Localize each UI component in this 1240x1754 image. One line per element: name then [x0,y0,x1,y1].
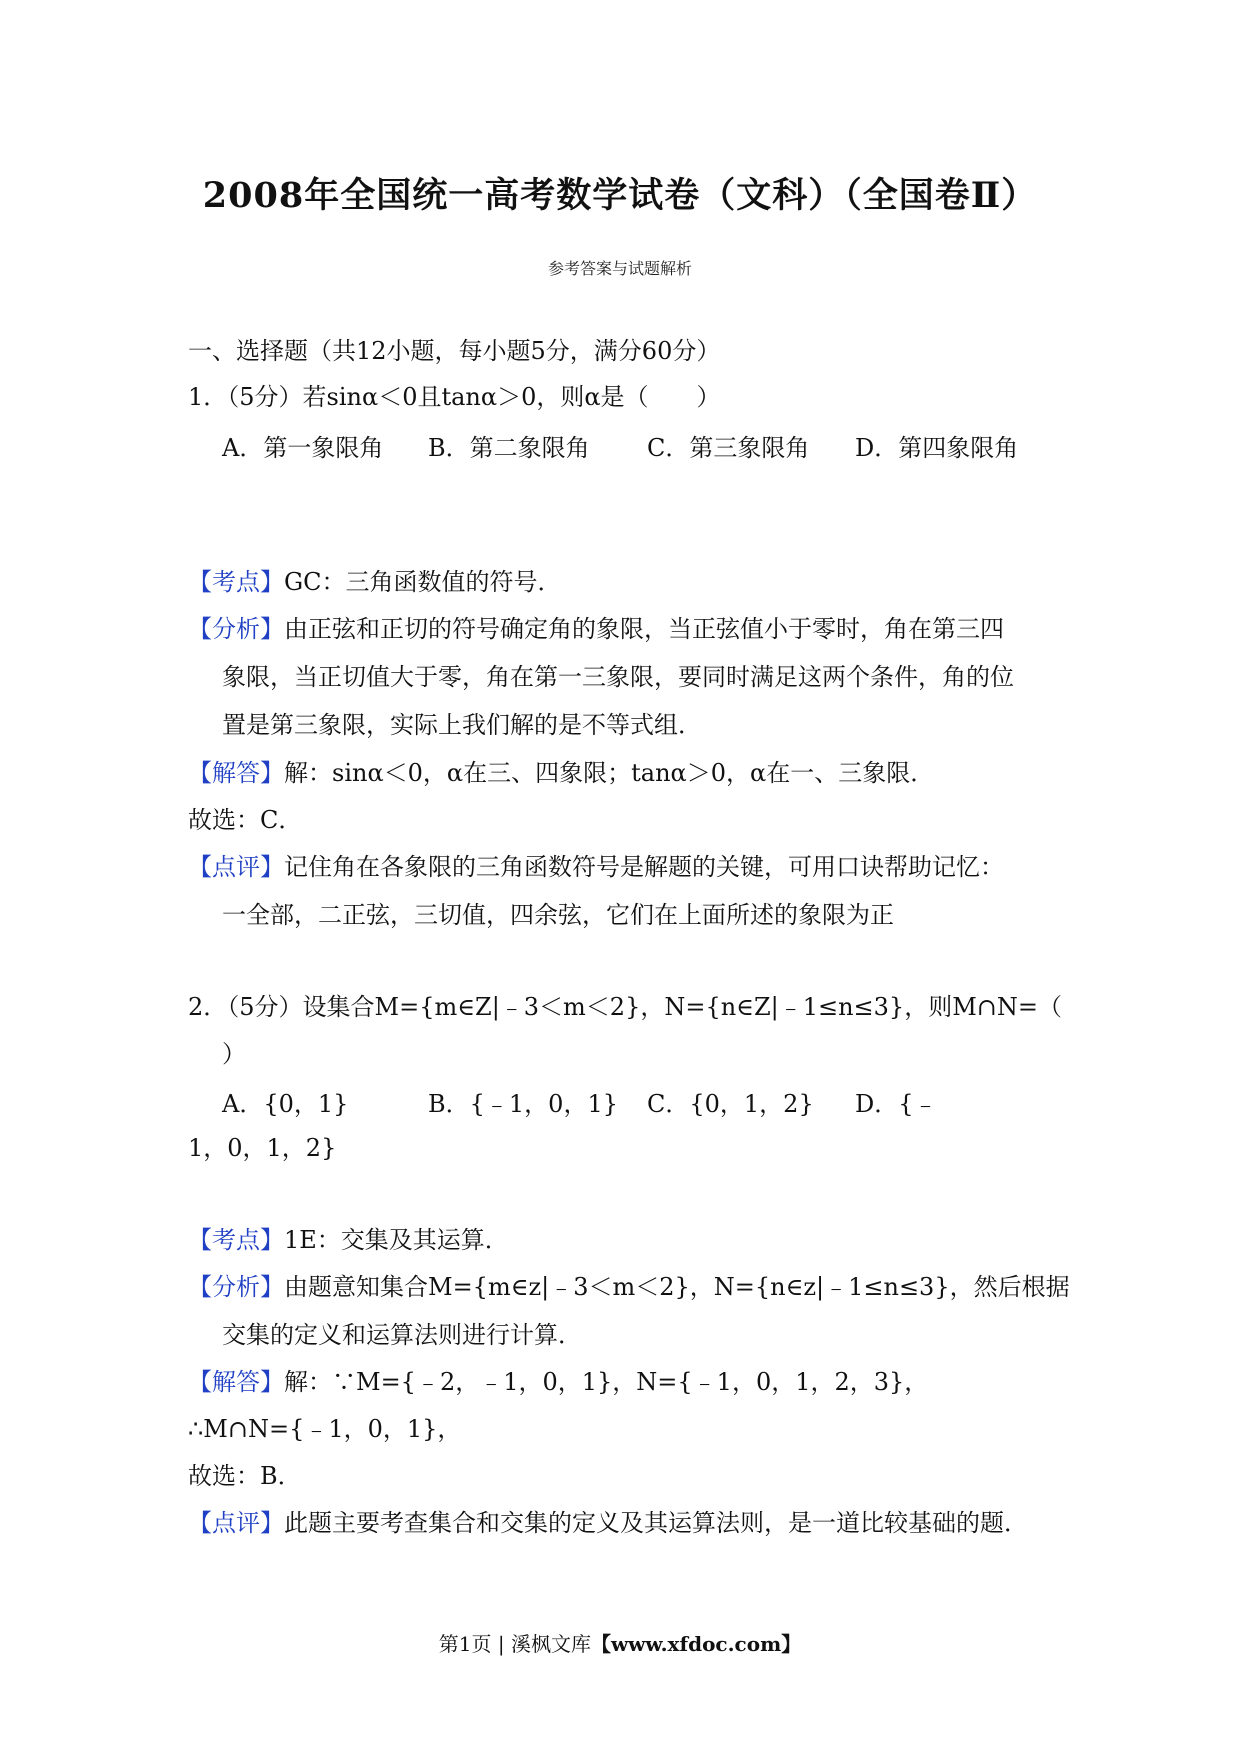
q1-dianping-line2: 一全部，二正弦，三切值，四余弦，它们在上面所述的象限为正 [222,901,894,929]
dianping-tag: 【点评】 [188,1509,284,1537]
dianping-text: 此题主要考查集合和交集的定义及其运算法则，是一道比较基础的题． [284,1509,1028,1537]
jieda-text: 解：∵M={﹣2，﹣1，0，1}，N={﹣1，0，1，2，3}， [284,1368,929,1396]
page-number: 第1页 [438,1632,492,1656]
q2-option-d-cont: 1，0，1，2} [188,1134,337,1162]
q2-dianping [188,1506,1028,1540]
q1-dianping [188,850,1004,884]
q2-fenxi-line2: 交集的定义和运算法则进行计算． [222,1321,582,1349]
q1-kaodian [188,565,562,599]
kaodian-text: 1E：交集及其运算． [284,1226,509,1254]
page-footer [0,1628,1240,1657]
q2-stem-line2: ） [222,1040,246,1068]
q1-option-d: D．第四象限角 [855,434,1019,462]
dianping-text: 记住角在各象限的三角函数符号是解题的关键，可用口诀帮助记忆： [284,853,1004,881]
q1-fenxi [188,612,1004,646]
fenxi-text: 由题意知集合M={m∈z|﹣3＜m＜2}，N={n∈z|﹣1≤n≤3}，然后根据 [284,1273,1070,1301]
q2-option-a: A．{0，1} [222,1090,349,1118]
q2-fenxi [188,1270,1070,1304]
footer-separator: | [491,1632,511,1656]
fenxi-text: 由正弦和正切的符号确定角的象限，当正弦值小于零时，角在第三四 [284,615,1004,643]
document-subtitle: 参考答案与试题解析 [547,259,692,278]
q2-kaodian [188,1223,509,1257]
q1-option-c: C．第三象限角 [647,434,810,462]
q1-option-a: A．第一象限角 [222,434,384,462]
fenxi-tag: 【分析】 [188,615,284,643]
q1-fenxi-line2: 象限，当正切值大于零，角在第一三象限，要同时满足这两个条件，角的位 [222,663,1014,691]
q1-answer: 故选：C． [188,806,303,834]
q2-jieda-line2: ∴M∩N={﹣1，0，1}， [188,1415,462,1443]
q2-jieda [188,1365,928,1399]
library-name: 溪枫文库 [510,1632,591,1656]
q1-option-b: B．第二象限角 [428,434,590,462]
kaodian-text: GC：三角函数值的符号． [284,568,562,596]
section-heading: 一、选择题（共12小题，每小题5分，满分60分） [188,337,721,365]
kaodian-tag: 【考点】 [188,568,284,596]
site-link[interactable]: 【www.xfdoc.com】 [590,1632,802,1656]
q1-stem: 1．（5分）若sinα＜0且tanα＞0，则α是（ ） [188,383,721,411]
jieda-tag: 【解答】 [188,1368,284,1396]
q2-option-b: B．{﹣1，0，1} [428,1090,618,1118]
q1-fenxi-line3: 置是第三象限，实际上我们解的是不等式组． [222,711,702,739]
q1-jieda [188,756,934,790]
document-title: 2008年全国统一高考数学试卷（文科）（全国卷Ⅱ） [202,175,1038,216]
jieda-text: 解：sinα＜0，α在三、四象限；tanα＞0，α在一、三象限． [284,759,935,787]
dianping-tag: 【点评】 [188,853,284,881]
q2-answer: 故选：B． [188,1462,302,1490]
fenxi-tag: 【分析】 [188,1273,284,1301]
q2-option-d: D．{﹣ [855,1090,938,1118]
kaodian-tag: 【考点】 [188,1226,284,1254]
jieda-tag: 【解答】 [188,759,284,787]
q2-option-c: C．{0，1，2} [647,1090,814,1118]
q2-stem: 2．（5分）设集合M={m∈Z|﹣3＜m＜2}，N={n∈Z|﹣1≤n≤3}，则M∩N=（ [188,993,1062,1021]
